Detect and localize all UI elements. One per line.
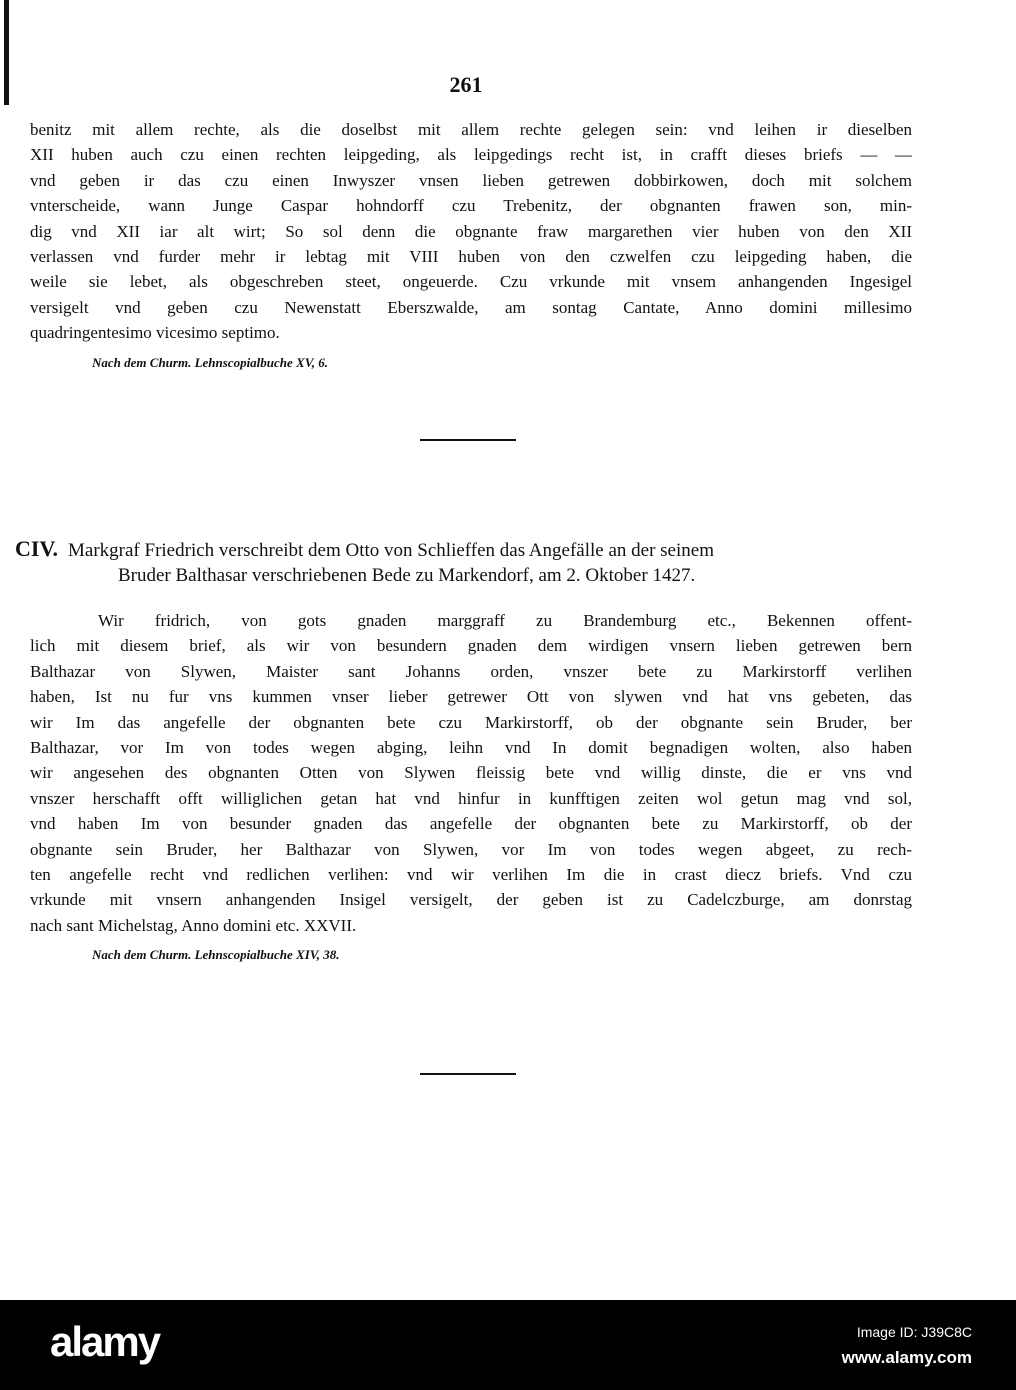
text-line: wir Im das angefelle der obgnanten bete czu Markirstorff, ob der obgnante sein Bruder, ber	[30, 712, 912, 732]
text-line: verlassen vnd furder mehr ir lebtag mit VIII huben von den czwelfen czu leipgeding haben, die	[30, 246, 912, 266]
section-1-text	[30, 117, 912, 346]
alamy-logo: alamy	[50, 1318, 160, 1365]
watermark-banner	[0, 1300, 1016, 1390]
text-line: Balthazar von Slywen, Maister sant Johanns orden, vnszer bete zu Markirstorff verlihen	[30, 661, 912, 681]
text-line: vnterscheide, wann Junge Caspar hohndorff czu Trebenitz, der obgnanten frawen son, min-	[30, 196, 912, 216]
text-line: wir angesehen des obgnanten Otten von Slywen fleissig bete vnd willig dinste, die er vns vnd	[30, 763, 912, 783]
section-2-source-note: Nach dem Churm. Lehnscopialbuche XIV, 38.	[92, 947, 340, 962]
section-number: CIV.	[15, 536, 59, 561]
heading-line-2: Bruder Balthasar verschriebenen Bede zu Markendorf, am 2. Oktober 1427.	[118, 565, 696, 586]
text-line: vrkunde mit vnsern anhangenden Insigel versigelt, der geben ist zu Cadelczburge, am donrstag	[30, 890, 912, 910]
site-link[interactable]: www.alamy.com	[841, 1348, 972, 1367]
section-1-source-note: Nach dem Churm. Lehnscopialbuche XV, 6.	[92, 355, 328, 370]
text-line: quadringentesimo vicesimo septimo.	[30, 323, 280, 343]
text-line: vnszer herschafft offt williglichen getan hat vnd hinfur in kunfftigen zeiten wol getun mag vnd sol,	[30, 788, 912, 808]
section-divider	[420, 1073, 516, 1075]
section-2-heading	[15, 535, 912, 589]
text-line: obgnante sein Bruder, her Balthazar von Slywen, vor Im von todes wegen abgeet, zu rech-	[30, 839, 912, 859]
text-line: ten angefelle recht vnd redlichen verlihen: vnd wir verlihen Im die in crast diecz briefs. Vnd czu	[30, 864, 912, 884]
section-divider	[420, 439, 516, 441]
text-line: lich mit diesem brief, als wir von besundern gnaden dem wirdigen vnsern lieben getrewen bern	[30, 636, 912, 656]
heading-line-1: Markgraf Friedrich verschreibt dem Otto von Schlieffen das Angefälle an der seinem	[68, 540, 714, 561]
text-line: weile sie lebet, als obgeschreben steet, ongeuerde. Czu vrkunde mit vnsem anhangenden Ingesigel	[30, 272, 912, 292]
section-2-text	[30, 608, 912, 938]
text-line: benitz mit allem rechte, als die doselbst mit allem rechte gelegen sein: vnd leihen ir dieselben	[30, 120, 912, 139]
text-line: vnd haben Im von besunder gnaden das angefelle der obgnanten bete zu Markirstorff, ob der	[30, 814, 912, 834]
text-line: Wir fridrich, von gots gnaden marggraff zu Brandemburg etc., Bekennen offent-	[98, 611, 912, 630]
text-line: nach sant Michelstag, Anno domini etc. XXVII.	[30, 915, 357, 935]
text-line: haben, Ist nu fur vns kummen vnser lieber getrewer Ott von slywen vnd hat vns gebeten, das	[30, 687, 912, 707]
text-line: Balthazar, vor Im von todes wegen abging, leihn vnd In domit begnadigen wolten, also haben	[30, 737, 912, 757]
image-id: Image ID: J39C8C	[856, 1324, 972, 1340]
text-line: vnd geben ir das czu einen Inwyszer vnsen lieben getrewen dobbirkowen, doch mit solchem	[30, 170, 912, 190]
page-number: 261	[449, 72, 483, 97]
text-line: XII huben auch czu einen rechten leipgeding, als leipgedings recht ist, in crafft dieses briefs — —	[30, 145, 912, 165]
text-line: dig vnd XII iar alt wirt; So sol denn die obgnante fraw margarethen vier huben von den XII	[30, 221, 912, 241]
text-line: versigelt vnd geben czu Newenstatt Eberszwalde, am sontag Cantate, Anno domini millesimo	[30, 297, 912, 317]
scan-edge-mark	[4, 0, 9, 105]
